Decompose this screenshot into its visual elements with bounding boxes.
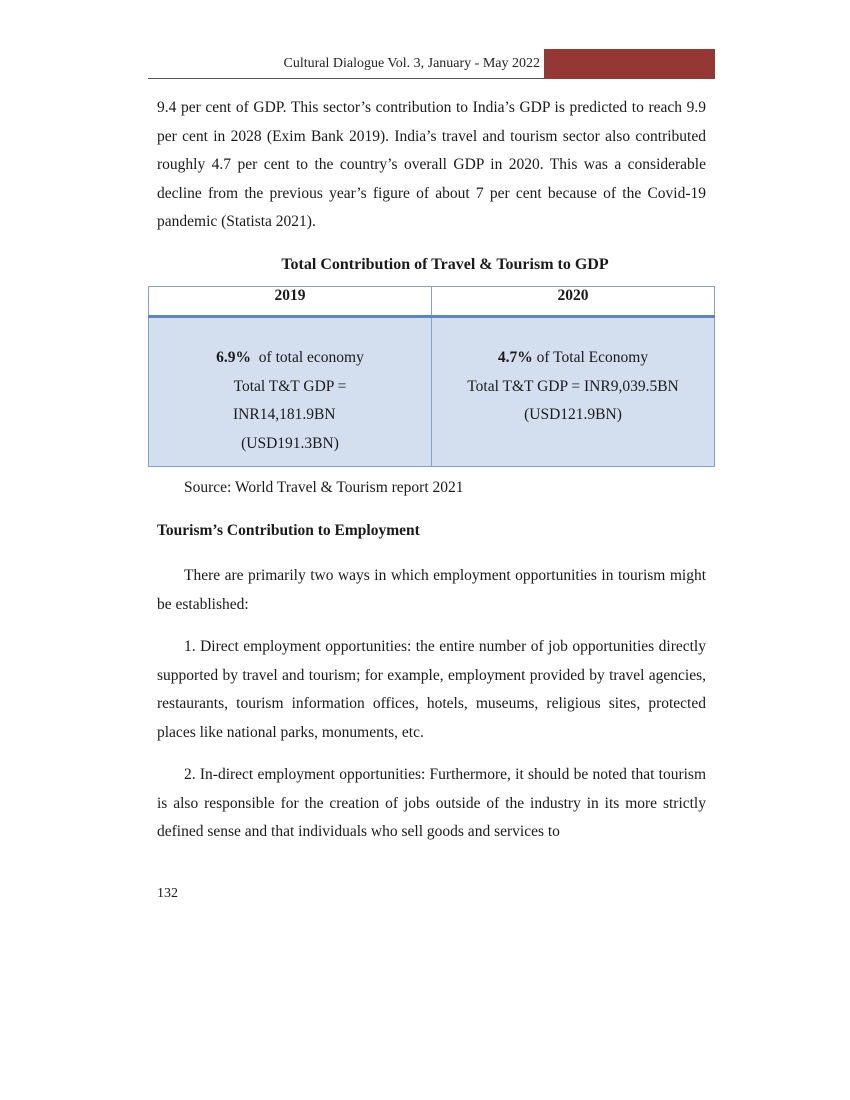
percent-suffix: of total economy bbox=[258, 349, 364, 366]
header-rule bbox=[148, 78, 544, 79]
cell-line: (USD121.9BN) bbox=[524, 406, 622, 424]
intro-paragraph: 9.4 per cent of GDP. This sector’s contribution to India’s GDP is predicted to reach 9.9 per cent in 2028 (Exim Bank 2019). India’s travel and tourism sector also contributed roughly 4.7 per cent to the country’s overall GDP in 2020. This was a considerable decline from the previous year’s figure of about 7 per cent because of the Covid-19 pandemic (Statista 2021). bbox=[157, 99, 706, 231]
cell-line: INR14,181.9BN bbox=[233, 406, 336, 424]
table-source: Source: World Travel & Tourism report 2021 bbox=[184, 479, 464, 496]
body-paragraph: There are primarily two ways in which employment opportunities in tourism might be established: bbox=[157, 567, 706, 613]
column-header-2020: 2020 bbox=[432, 287, 715, 317]
header-accent-bar bbox=[544, 49, 715, 79]
running-header: Cultural Dialogue Vol. 3, January - May 2022 bbox=[283, 56, 540, 71]
page-number: 132 bbox=[157, 886, 178, 901]
section-heading: Tourism’s Contribution to Employment bbox=[157, 522, 420, 539]
percent-value: 6.9% bbox=[216, 349, 252, 366]
percent-suffix: of Total Economy bbox=[536, 349, 649, 366]
table-header-row bbox=[149, 287, 715, 317]
table-cell-2020 bbox=[432, 317, 715, 467]
gdp-contribution-table bbox=[148, 286, 715, 467]
column-header-2019: 2019 bbox=[149, 287, 432, 317]
cell-line: Total T&T GDP = bbox=[233, 377, 347, 395]
list-item-direct-employment: 1. Direct employment opportunities: the entire number of job opportunities directly supported by travel and tourism; for example, employment provided by travel agencies, restaurants, tourism information offices, hotels, museums, religious sites, protected places like national parks, monuments, etc. bbox=[157, 638, 706, 741]
cell-percent-line bbox=[155, 344, 425, 373]
cell-line: (USD191.3BN) bbox=[241, 434, 339, 452]
table-cell-2019 bbox=[149, 317, 432, 467]
table-title: Total Contribution of Travel & Tourism to GDP bbox=[281, 256, 609, 273]
percent-value: 4.7% bbox=[497, 349, 533, 366]
table-row bbox=[149, 317, 715, 467]
cell-percent-line bbox=[438, 344, 708, 373]
list-item-indirect-employment: 2. In-direct employment opportunities: Furthermore, it should be noted that tourism is also responsible for the creation of jobs outside of the industry in its more strictly defined sense and that individuals who sell goods and services to bbox=[157, 766, 706, 841]
cell-line: Total T&T GDP = INR9,039.5BN bbox=[467, 377, 679, 395]
